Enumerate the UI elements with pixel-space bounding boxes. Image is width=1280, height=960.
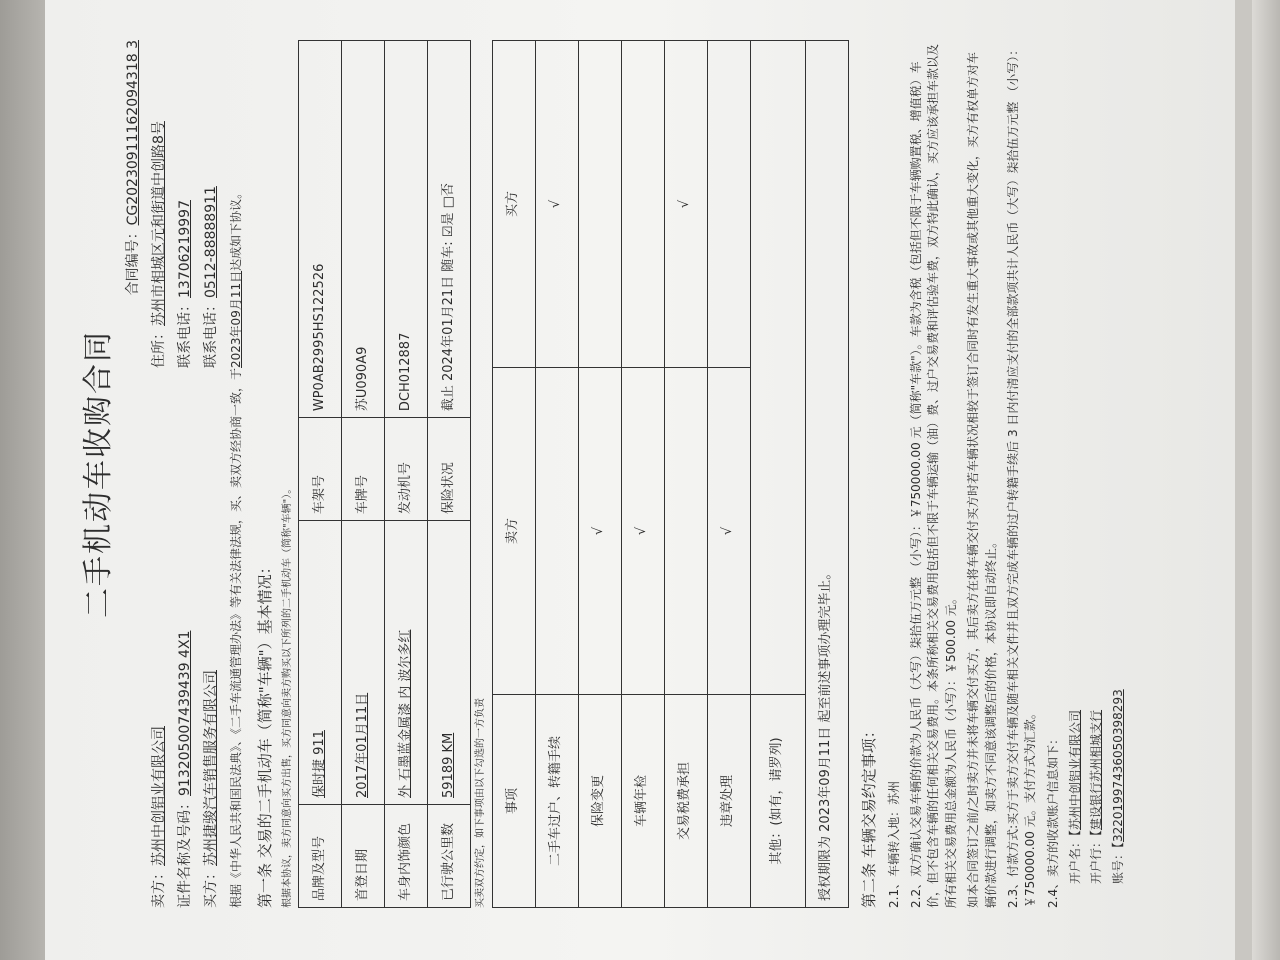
buyer-row: 买方：苏州捷骏汽车销售服务有限公司 联系电话：0512-88888911 bbox=[203, 186, 220, 908]
seller-address: 苏州市相城区元和街道中创路8号 bbox=[150, 121, 167, 326]
seller-name: 苏州中创铝业有限公司 bbox=[150, 726, 167, 866]
seller-row: 卖方：苏州中创铝业有限公司 住所：苏州市相城区元和街道中创路8号 bbox=[150, 121, 167, 908]
clause-2-1: 2.1、车辆转入地：苏州 bbox=[886, 780, 901, 908]
table-row: 首登日期 2017年01月11日 车牌号 苏U090A9 bbox=[342, 41, 385, 908]
clause-2-2: 2.2、双方确认交易车辆的价款为人民币（大写）柒拾伍万元整 （小写）：￥750000.00 元（简称"车款"）。车款为含税（包括但不限于车辆购置税、增值税）车价，但不包含车辆的任何相关交易费用。本条所称相关交易费用包括但不限于车辆运输（油）费、过户交易费和评估验车费，双方特此确认，买方应该承担车款以及所有相关交易费用总金额为人民币（小写）：￥500.00 元。 bbox=[908, 43, 958, 908]
contract-title: 二手机动车收购合同 bbox=[81, 330, 116, 618]
table-row: 保险变更 √ bbox=[578, 41, 621, 908]
buyer-name: 苏州捷骏汽车销售服务有限公司 bbox=[203, 670, 220, 866]
clause-2-4: 2.4、卖方的收款账户信息如下： bbox=[1045, 732, 1060, 908]
contract-number: 合同编号：CG20230911162094318 3 bbox=[124, 40, 141, 296]
desk-shadow-right bbox=[1252, 0, 1280, 960]
table-row: 交易税费承担 √ bbox=[664, 41, 707, 908]
clause-2-3: 2.3、付款方式:买方于卖方交付车辆及随车相关文件并且双方完成车辆的过户转籍手续后 3 日内付清应支付的全部款项共计人民币（大写）柒拾伍万元整 （小写）：￥750000.00 元。支付方式为汇款。 bbox=[1005, 43, 1038, 908]
vehicle-info-table bbox=[298, 40, 471, 908]
table-row: 品牌及型号 保时捷 911 车架号 WP0AB2995HS122526 bbox=[299, 41, 342, 908]
seller-id-row: 证件名称及号码：913205007439439 4X1 联系电话：13706219997 bbox=[177, 200, 194, 908]
account-row: 账号：【32201997436050398293 bbox=[1110, 689, 1125, 884]
article1-heading: 第一条 交易的二手机动车（简称"车辆"）基本情况： bbox=[256, 559, 275, 908]
buyer-phone: 0512-88888911 bbox=[203, 186, 220, 298]
table-row: 授权期限为 2023年09月11日 起至前述事项办理完毕止。 bbox=[805, 41, 848, 908]
seller-id: 913205007439439 4X1 bbox=[177, 630, 194, 796]
payee-row: 开户名：【苏州中创铝业有限公司 bbox=[1068, 709, 1083, 884]
table-row: 违章处理 √ bbox=[707, 41, 750, 908]
bank-row: 开户行：【建设银行苏州相城支行 bbox=[1089, 709, 1104, 884]
table-row: 其他：(如有，请罗列) bbox=[750, 41, 805, 908]
table-header-row: 事项 卖方 买方 bbox=[492, 41, 535, 908]
article2-heading: 第二条 车辆交易约定事项： bbox=[859, 723, 878, 908]
table-row: 已行驶公里数 59189 KM 保险状况 截止 2024年01月21日 随车: ☑是 □否 bbox=[428, 41, 471, 908]
table-row: 车辆年检 √ bbox=[621, 41, 664, 908]
contract-paper bbox=[45, 0, 1235, 960]
article1-intro: 根据本协议，卖方同意向买方出售，买方同意向卖方购买以下所列的二手机动车（简称"车辆"）。 bbox=[281, 483, 293, 908]
table-row: 车身内饰颜色 外 石墨蓝金属漆 内 波尔多红 发动机号 DCH012887 bbox=[385, 41, 428, 908]
table-row: 二手车过户、转籍手续 √ bbox=[535, 41, 578, 908]
duties-intro: 买卖双方约定，如下事项由以下勾选的一方负责 bbox=[475, 698, 487, 908]
clause-2-2-b: 如本合同签订之前/之时卖方并未将车辆交付买方，其后卖方在将车辆交付买方时若车辆状况相较于签订合同时有发生重大事故或其他重大变化，买方有权单方对车辆价款进行调整，如卖方不同意该调整后的价格，本协议即自动终止。 bbox=[966, 51, 998, 908]
duties-table bbox=[492, 40, 849, 908]
preamble: 根据《中华人民共和国民法典》、《二手车流通管理办法》等有关法律法规，买、卖双方经协商一致，于2023年09月11日达成如下协议。 bbox=[228, 186, 243, 908]
seller-phone: 13706219997 bbox=[177, 200, 194, 298]
